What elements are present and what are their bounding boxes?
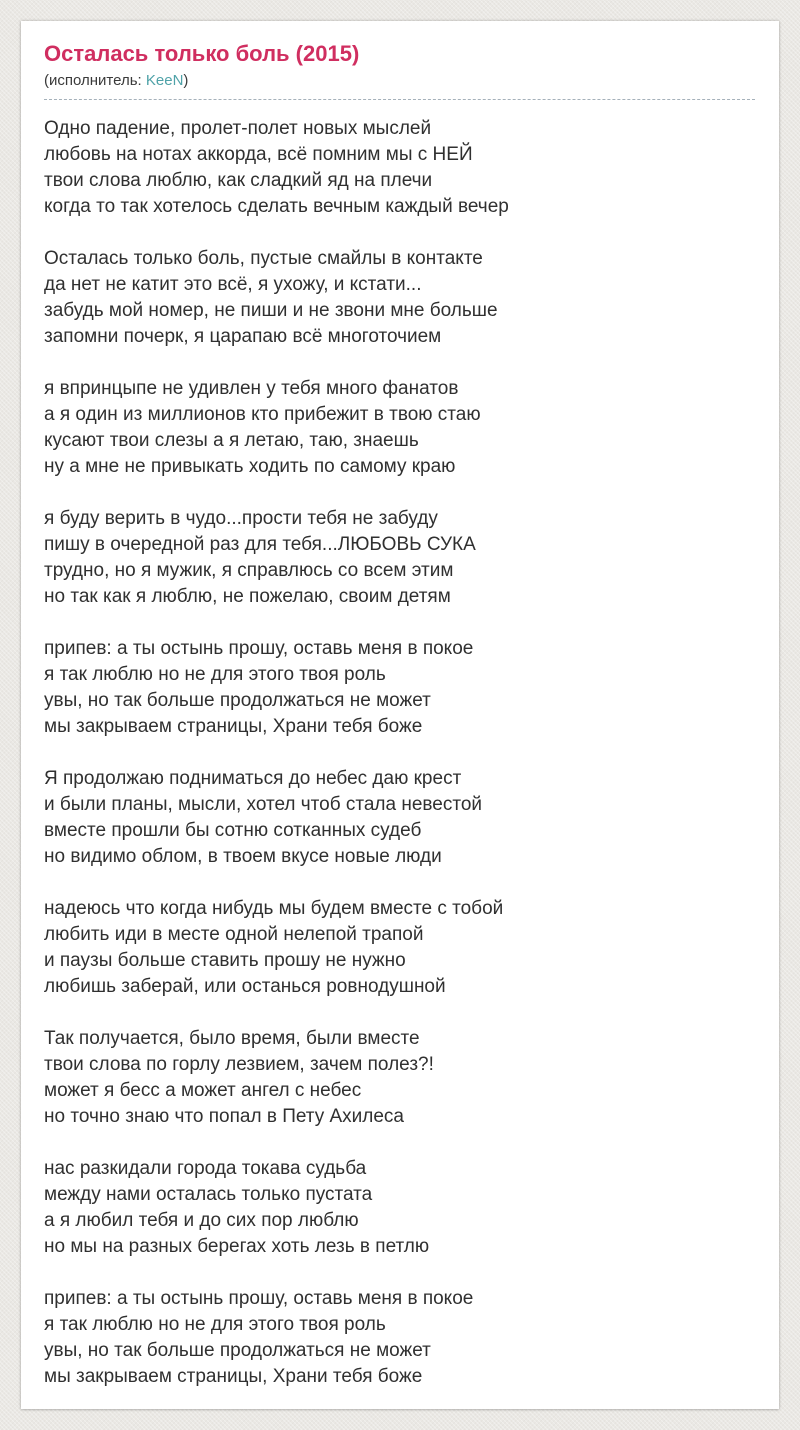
lyric-line: Так получается, было время, были вместе — [44, 1028, 420, 1049]
stanza — [44, 1026, 755, 1130]
artist-label-suffix: ) — [183, 72, 189, 89]
lyric-line: да нет не катит это всё, я ухожу, и кстати... — [44, 274, 422, 295]
lyric-line: твои слова люблю, как сладкий яд на плечи — [44, 170, 433, 191]
lyric-line: припев: а ты остынь прошу, оставь меня в покое — [44, 1288, 474, 1309]
lyric-line: может я бесс а может ангел с небес — [44, 1080, 362, 1101]
lyric-line: любишь заберай, или останься ровнодушной — [44, 976, 446, 997]
lyric-line: когда то так хотелось сделать вечным каждый вечер — [44, 196, 509, 217]
lyric-line: но мы на разных берегах хоть лезь в петлю — [44, 1236, 430, 1257]
lyric-line: я так люблю но не для этого твоя роль — [44, 664, 386, 685]
artist-line — [44, 70, 755, 91]
lyric-line: нас разкидали города токава судьба — [44, 1158, 367, 1179]
lyric-line: вместе прошли бы сотню сотканных судеб — [44, 820, 422, 841]
lyric-line: я буду верить в чудо...прости тебя не забуду — [44, 508, 438, 529]
lyric-line: я так люблю но не для этого твоя роль — [44, 1314, 386, 1335]
lyric-line: кусают твои слезы а я летаю, таю, знаешь — [44, 430, 419, 451]
lyrics-card — [21, 21, 779, 1409]
stanza — [44, 1156, 755, 1260]
lyric-line: твои слова по горлу лезвием, зачем полез?! — [44, 1054, 434, 1075]
stanza — [44, 766, 755, 870]
lyric-line: любить иди в месте одной нелепой трапой — [44, 924, 424, 945]
song-header — [44, 41, 755, 100]
lyric-line: но видимо облом, в твоем вкусе новые люди — [44, 846, 442, 867]
stanza — [44, 896, 755, 1000]
stanza — [44, 636, 755, 740]
lyric-line: но точно знаю что попал в Пету Ахилеса — [44, 1106, 404, 1127]
lyrics-text — [44, 116, 755, 1390]
lyric-line: любовь на нотах аккорда, всё помним мы с НЕЙ — [44, 144, 473, 165]
lyric-line: я впринцыпе не удивлен у тебя много фанатов — [44, 378, 459, 399]
lyric-line: Я продолжаю подниматься до небес даю крест — [44, 768, 462, 789]
stanza — [44, 246, 755, 350]
lyric-line: между нами осталась только пустата — [44, 1184, 373, 1205]
lyric-line: Осталась только боль, пустые смайлы в контакте — [44, 248, 483, 269]
lyric-line: и были планы, мысли, хотел чтоб стала невестой — [44, 794, 483, 815]
lyric-line: припев: а ты остынь прошу, оставь меня в покое — [44, 638, 474, 659]
stanza — [44, 376, 755, 480]
lyric-line: увы, но так больше продолжаться не может — [44, 1340, 431, 1361]
lyric-line: ну а мне не привыкать ходить по самому краю — [44, 456, 456, 477]
artist-label-prefix: (исполнитель: — [44, 72, 146, 89]
artist-link[interactable]: KeeN — [145, 72, 184, 89]
lyric-line: и паузы больше ставить прошу не нужно — [44, 950, 406, 971]
stanza — [44, 116, 755, 220]
lyric-line: надеюсь что когда нибудь мы будем вместе с тобой — [44, 898, 504, 919]
stanza — [44, 506, 755, 610]
page-title: Осталась только боль (2015) — [44, 41, 360, 66]
lyric-line: трудно, но я мужик, я справлюсь со всем этим — [44, 560, 454, 581]
lyric-line: забудь мой номер, не пиши и не звони мне больше — [44, 300, 498, 321]
lyric-line: пишу в очередной раз для тебя...ЛЮБОВЬ СУКА — [44, 534, 476, 555]
lyric-line: мы закрываем страницы, Храни тебя боже — [44, 1366, 423, 1387]
lyric-line: но так как я люблю, не пожелаю, своим детям — [44, 586, 451, 607]
lyric-line: увы, но так больше продолжаться не может — [44, 690, 431, 711]
lyric-line: Одно падение, пролет-полет новых мыслей — [44, 118, 432, 139]
lyric-line: а я один из миллионов кто прибежит в твою стаю — [44, 404, 481, 425]
stanza — [44, 1286, 755, 1390]
lyric-line: запомни почерк, я царапаю всё многоточием — [44, 326, 442, 347]
lyric-line: мы закрываем страницы, Храни тебя боже — [44, 716, 423, 737]
lyric-line: а я любил тебя и до сих пор люблю — [44, 1210, 359, 1231]
